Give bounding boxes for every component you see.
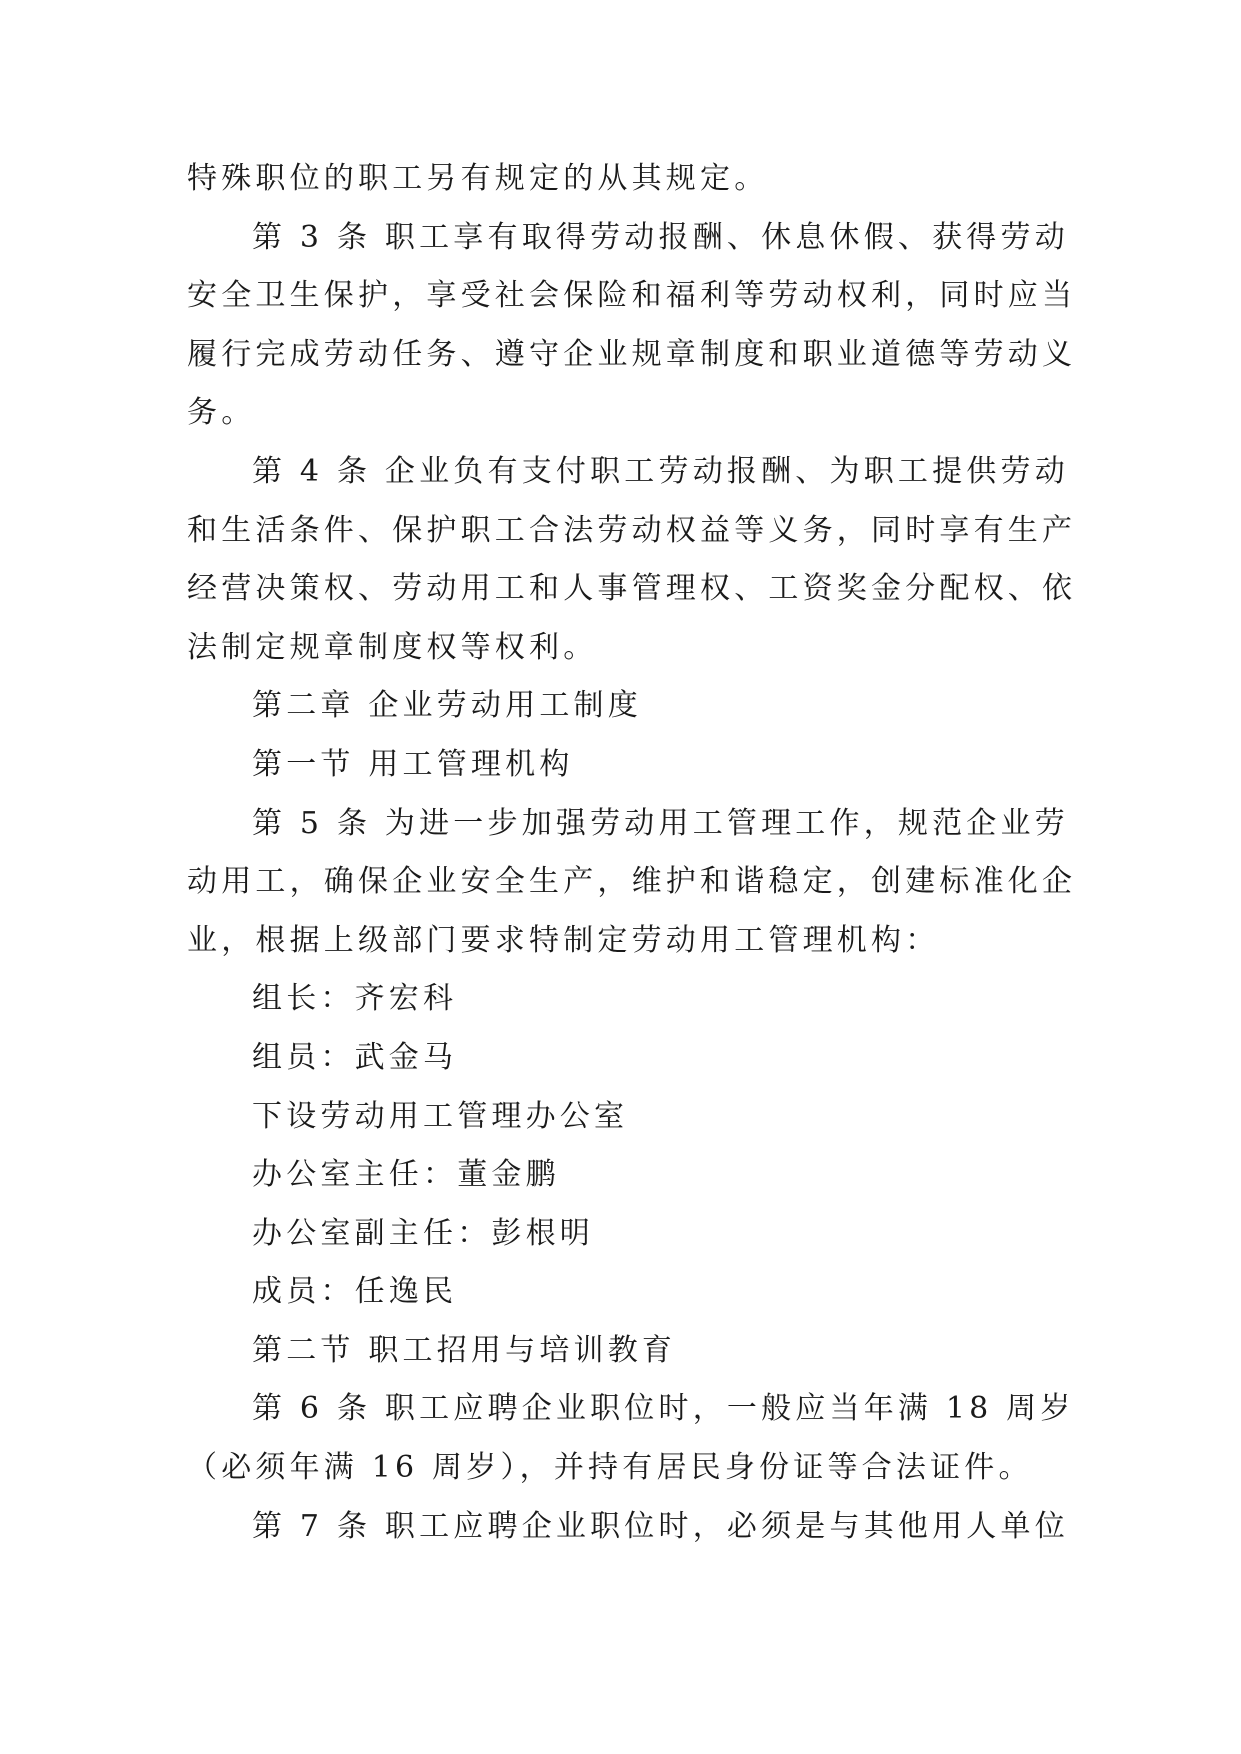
text-line: 经营决策权、劳动用工和人事管理权、工资奖金分配权、依: [187, 571, 1077, 607]
text-line: 业，根据上级部门要求特制定劳动用工管理机构：: [187, 922, 940, 958]
article-5-line: 第 5 条 为进一步加强劳动用工管理工作，规范企业劳: [252, 805, 1069, 841]
text-line: （必须年满 16 周岁），并持有居民身份证等合法证件。: [187, 1450, 1033, 1486]
text-line: 特殊职位的职工另有规定的从其规定。: [187, 161, 769, 196]
article-3-line: 第 3 条 职工享有取得劳动报酬、休息休假、获得劳动: [252, 219, 1069, 255]
office-deputy-director-line: 办公室副主任：彭根明: [252, 1215, 594, 1251]
text-line: 安全卫生保护，享受社会保险和福利等劳动权利，同时应当: [187, 278, 1077, 314]
text-line: 履行完成劳动任务、遵守企业规章制度和职业道德等劳动义: [187, 336, 1077, 372]
text-line: 和生活条件、保护职工合法劳动权益等义务，同时享有生产: [187, 512, 1077, 548]
document-body: [187, 150, 1077, 1556]
member-line: 成员：任逸民: [252, 1274, 458, 1310]
text-line: 动用工，确保企业安全生产，维护和谐稳定，创建标准化企: [187, 864, 1077, 900]
article-6-line: 第 6 条 职工应聘企业职位时，一般应当年满 18 周岁: [252, 1391, 1075, 1427]
office-director-line: 办公室主任：董金鹏: [252, 1157, 560, 1193]
section-heading: 第二节 职工招用与培训教育: [252, 1332, 677, 1368]
text-line: 务。: [187, 395, 256, 431]
office-line: 下设劳动用工管理办公室: [252, 1098, 629, 1134]
group-leader-line: 组长：齐宏科: [252, 981, 458, 1017]
article-7-line: 第 7 条 职工应聘企业职位时，必须是与其他用人单位: [252, 1508, 1069, 1544]
group-member-line: 组员：武金马: [252, 1039, 458, 1075]
section-heading: 第一节 用工管理机构: [252, 746, 574, 782]
article-4-line: 第 4 条 企业负有支付职工劳动报酬、为职工提供劳动: [252, 453, 1069, 489]
text-line: 法制定规章制度权等权利。: [187, 629, 598, 665]
chapter-heading: 第二章 企业劳动用工制度: [252, 688, 642, 724]
